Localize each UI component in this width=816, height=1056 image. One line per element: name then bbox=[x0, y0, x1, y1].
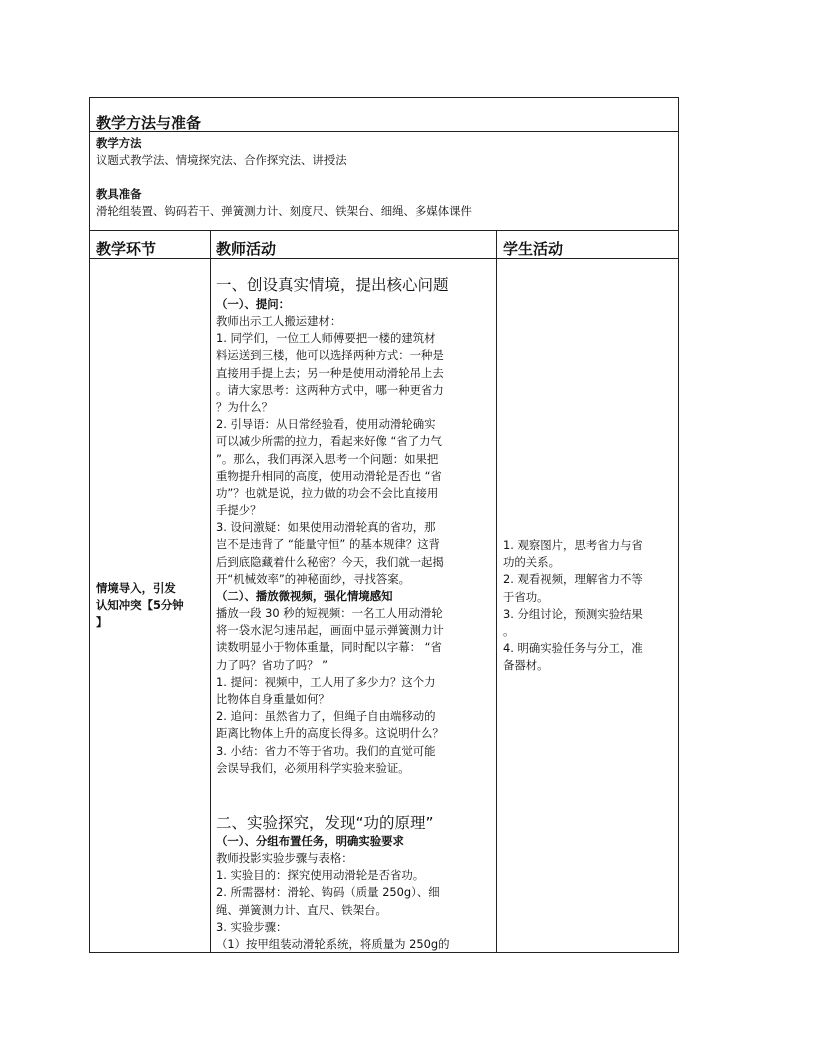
part2-subheading-1: （一）、分组布置任务，明确实验要求 bbox=[216, 834, 404, 848]
column-divider-1 bbox=[210, 230, 211, 953]
text-line: 料运送到三楼，他可以选择两种方式：一种是 bbox=[216, 348, 444, 363]
text-line: ”。那么，我们再深入思考一个问题：如果把 bbox=[216, 451, 439, 466]
text-line: 开“机械效率”的神秘面纱，寻找答案。 bbox=[216, 571, 411, 586]
text-line: 。 bbox=[503, 623, 515, 638]
text-line: 读数明显小于物体重量，同时配以字幕： “省 bbox=[216, 640, 442, 655]
part1-title: 一、创设真实情境，提出核心问题 bbox=[216, 276, 449, 294]
text-line: 2. 引导语：从日常经验看，使用动滑轮确实 bbox=[216, 417, 436, 432]
tools-label: 教具准备 bbox=[96, 187, 142, 201]
stage-line: 情境导入，引发 bbox=[96, 581, 176, 595]
text-line: 后到底隐藏着什么秘密？今天，我们就一起揭 bbox=[216, 554, 444, 569]
tools-text: 滑轮组装置、钩码若干、弹簧测力计、刻度尺、铁架台、细绳、多媒体课件 bbox=[96, 204, 472, 218]
section-title: 教学方法与准备 bbox=[96, 114, 202, 132]
rule-under-header bbox=[90, 258, 678, 259]
stage-line: 】 bbox=[96, 615, 108, 630]
text-line: 功的关系。 bbox=[503, 555, 560, 570]
part2-title: 二、实验探究，发现“功的原理” bbox=[216, 814, 434, 832]
text-line: 直接用手提上去；另一种是使用动滑轮吊上去 bbox=[216, 365, 444, 380]
text-line: 1. 同学们，一位工人师傅要把一楼的建筑材 bbox=[216, 331, 436, 346]
text-line: 3. 实验步骤： bbox=[216, 919, 288, 934]
header-student: 学生活动 bbox=[503, 240, 564, 258]
text-line: 1. 实验目的：探究使用动滑轮是否省功。 bbox=[216, 868, 425, 883]
text-line: 会误导我们，必须用科学实验来验证。 bbox=[216, 760, 410, 775]
text-line: 3. 分组讨论，预测实验结果 bbox=[503, 606, 643, 621]
stage-cell bbox=[96, 580, 184, 632]
text-line: 教师出示工人搬运建材： bbox=[216, 314, 342, 328]
part1-body-2 bbox=[216, 605, 444, 777]
text-line: 功”？也就是说，拉力做的功会不会比直接用 bbox=[216, 485, 439, 500]
text-line: 4. 明确实验任务与分工，准 bbox=[503, 641, 643, 656]
text-line: 备器材。 bbox=[503, 658, 549, 673]
text-line: 绳、弹簧测力计、直尺、铁架台。 bbox=[216, 902, 387, 917]
text-line: 可以减少所需的拉力，看起来好像 “省了力气 bbox=[216, 434, 442, 449]
text-line: 1. 观察图片，思考省力与省 bbox=[503, 538, 643, 552]
text-line: 3. 设问激疑：如果使用动滑轮真的省功，那 bbox=[216, 520, 436, 535]
text-line: 教师投影实验步骤与表格： bbox=[216, 851, 353, 865]
text-line: ？为什么？ bbox=[216, 399, 273, 414]
methods-text: 议题式教学法、情境探究法、合作探究法、讲授法 bbox=[96, 153, 347, 167]
text-line: 2. 观看视频，理解省力不等 bbox=[503, 572, 643, 587]
text-line: 。请大家思考：这两种方式中，哪一种更省力 bbox=[216, 382, 444, 397]
part2-body bbox=[216, 850, 449, 953]
text-line: 1. 提问：视频中，工人用了多少力？这个力 bbox=[216, 674, 436, 689]
text-line: 手提少？ bbox=[216, 503, 262, 518]
text-line: 2. 所需器材：滑轮、钩码（质量 250g）、细 bbox=[216, 885, 440, 900]
text-line: 将一袋水泥匀速吊起，画面中显示弹簧测力计 bbox=[216, 623, 444, 638]
part1-subheading-1: （一）、提问： bbox=[216, 297, 291, 311]
student-cell bbox=[503, 537, 643, 675]
text-line: 岂不是违背了 “能量守恒” 的基本规律？这背 bbox=[216, 537, 441, 552]
text-line: 2. 追问：虽然省力了，但绳子自由端移动的 bbox=[216, 709, 436, 724]
rule-under-prep bbox=[90, 230, 678, 231]
header-stage: 教学环节 bbox=[96, 240, 157, 258]
header-teacher: 教师活动 bbox=[216, 240, 277, 258]
text-line: 重物提升相同的高度，使用动滑轮是否也 “省 bbox=[216, 468, 442, 483]
part1-subheading-2: （二）、播放微视频，强化情境感知 bbox=[216, 589, 393, 603]
text-line: 力了吗？省功了吗？ ” bbox=[216, 657, 329, 672]
column-divider-2 bbox=[496, 230, 497, 953]
text-line: （1）按甲组装动滑轮系统，将质量为 250g的 bbox=[216, 936, 450, 951]
text-line: 3. 小结：省力不等于省功。我们的直觉可能 bbox=[216, 743, 436, 758]
text-line: 于省功。 bbox=[503, 589, 549, 604]
text-line: 播放一段 30 秒的短视频：一名工人用动滑轮 bbox=[216, 606, 443, 620]
part1-body bbox=[216, 313, 444, 588]
text-line: 距离比物体上升的高度长得多。这说明什么？ bbox=[216, 726, 444, 741]
text-line: 比物体自身重量如何？ bbox=[216, 691, 330, 706]
methods-label: 教学方法 bbox=[96, 136, 142, 150]
stage-line: 认知冲突【5分钟 bbox=[96, 598, 184, 613]
